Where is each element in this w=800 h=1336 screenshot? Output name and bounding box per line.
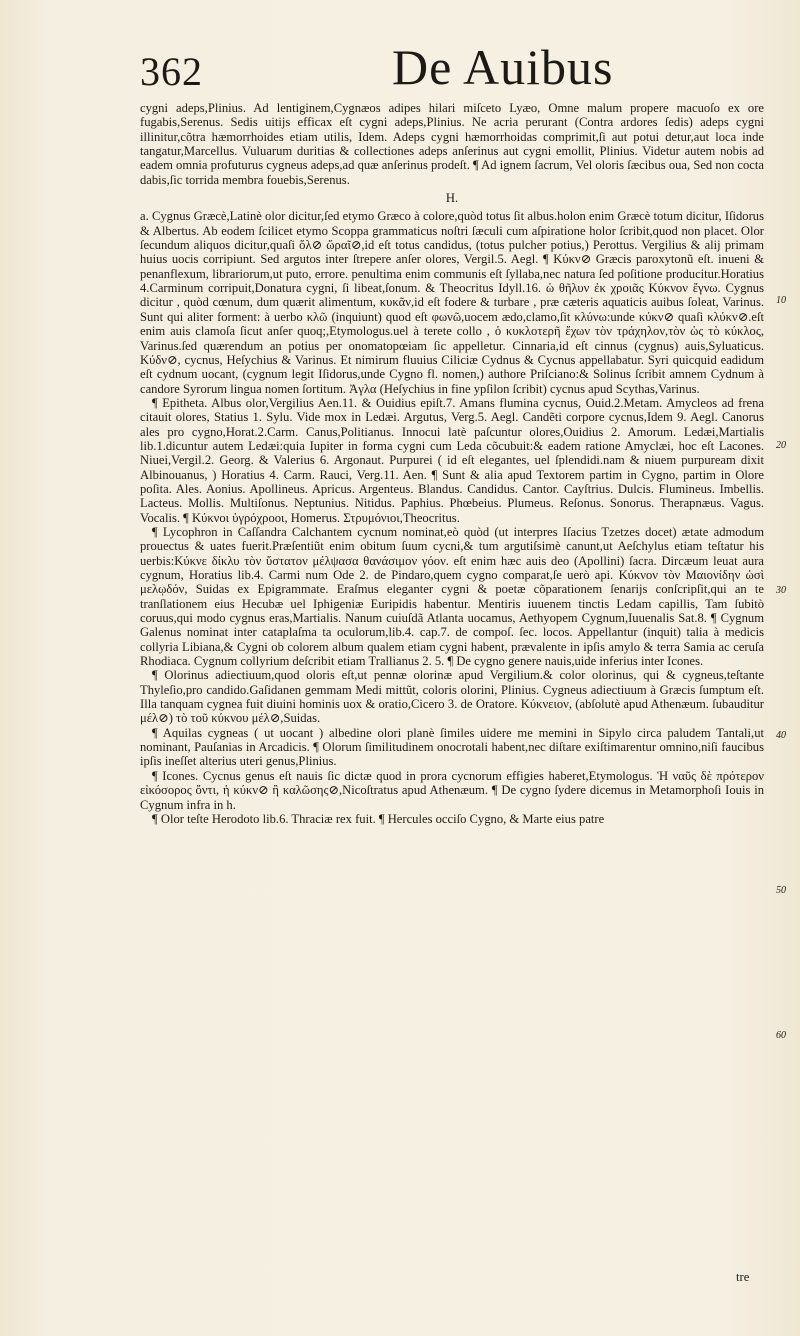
paragraph: ¶ Aquilas cygneas ( ut uocant ) albedine olori planè ſimiles uidere me memini in Sipylo circa paludem Tantali,ut nominant, Pauſanias in Arcadicis. ¶ Olorum ſimilitudinem onocrotali habent,nec diſtare exiſtimarentur omnino,niſi faucibus ipſis ineſſet alterius uteri genus,Plinius. xyxy=(140,725,764,769)
main-text xyxy=(140,101,764,826)
section-letter: H. xyxy=(445,191,459,206)
paragraph: ¶ Olor teſte Herodoto lib.6. Thraciæ rex fuit. ¶ Hercules occiſo Cygno, & Marte eius patre xyxy=(152,811,605,826)
running-head: De Auibus xyxy=(392,39,614,95)
paragraph: ¶ Lycophron in Caſſandra Calchantem cycnum nominat,eò quòd (ut interpres Iſacius Tzetzes docet) ætate admodum prouectus & uates fuerit.Præſentiũt enim obitum ſuum cycni,& tum argutiſsimè canunt,ut Aeſchylus etiam teſtatur his uerbis:Κύκνε δίκλυ τὸν ὕστατον μέλψασα θανάσιμον γόον. eſt enim hæc auis deo (Apollini) ſacra. Dircæum leuat aura cygnum, Horatius lib.4. Carmi num Ode 2. de Pindaro,quem cygno comparat,ſe uerò api. Κύκνον τὸν Μαιονίδην ὡσὶ μελῳδόν, Suidas ex Epigrammate. Eraſmus eleganter cygni & poetæ cõparationem ſenarijs conſcripſit,qui an te tranſlationem eius Hecubæ uel Iphigeniæ Euripidis habentur. Mentiris iuuenem tinctis Ledam capillis, Tam ſubitò coruus,qui modo cygnus eras,Martialis. Nanum cuiuſdã Atlanta uocamus, Aethyopem Cygnum,Iuuenalis Sat.8. ¶ Cygnum Galenus nominat inter cataplaſma ta oculorum,lib.4. cap.7. de compoſ. ſec. locos. Appellantur (inquit) talia à medicis collyria Libiana,& Cygni ob colorem album qualem etiam cygni habent, prævalente in ipſis amylo & terra Samia ac ceruſa Rhodiaca. Cygnum collyrium deſcribit etiam Trallianus 2. 5. ¶ De cygno genere nauis,uide inferius inter Icones. xyxy=(140,524,764,669)
paragraph: a. Cygnus Græcè,Latinè olor dicitur,ſed etymo Græco à colore,quòd totus ſit albus.holon enim Græcè totum dicitur, Iſidorus & Albertus. Ab eodem ſcilicet etymo Scoppa grammaticus noſtri ſæculi cum aſpiratione holor ſcribit,quod non placet. Olor ſecundum aliquos dicitur,quaſi ὅλ⊘ ὥραῖ⊘,id eſt totus candidus, (totus pulcher potius,) Perottus. Vergilius & alij primam huius uocis corripiunt. Sed argutos inter ſtrepere anſer olores, Vergil.5. Aegl. ¶ Κύκν⊘ Græcis paroxytonũ eſt. inueni & penanflexum, librariorum,ut puto, errore. penultima enim communis eſt ſyllaba,nec natura ſed poſitione producitur.Horatius 4.Carminum corripuit,Donatura cygni, ſi libeat,ſonum. & Theocritus Idyll.16. ὡ θῆλυν ἐκ χροιᾶς Κύκνον ἔγνω. Cygnus dicitur , quòd cœnum, dum quærit alimentum, κυκᾶν,id eſt fodere & turbare , præ cæteris aquaticis auibus ſoleat, Varinus. Sunt qui aliter forment: à uerbo κλῶ (inquiunt) quod eſt φωνῶ,uocem ædo,clamo,ſit κλύνω:unde κύκν⊘ quaſi κλύκν⊘.eſt enim auis clamoſa ſicut anſer quoq;,Etymologus.uel à terete collo , ὁ κυκλοτερῆ ἔχων τὸν τράχηλον,τὸν ὡς τὸ κύκλος, Varinus.ſed quærendum an potius per onomatopœiam ſic appelletur. Cinnaria,id eſt cinnus (cygnus) auis,Syluaticus. Κύδν⊘, cycnus, Heſychius & Varinus. Et nimirum fluuius Ciliciæ Cydnus & Cycnus appellabatur. Syri quicquid eadidum eſt cydnum uocant, (cygnum legit Iſidorus,unde Cygno fl. nomen,) authore Priſciano:& Solinus ſcribit amnem Cydnum à candore Syrorum lingua nomen ſortitum. Ἀγλα (Heſychius in fine ypſilon ſcribit) cycnus apud Scythas,Varinus. xyxy=(140,209,764,396)
paragraph: cygni adeps,Plinius. Ad lentiginem,Cygnæos adipes hilari miſceto Lyæo, Omne malum propere macuoſo ex ore fugabis,Serenus. Sedis uitijs efficax eſt cygni adeps,Plinius. Ne acria perurant (Contra ardores ſedis) adeps cygni illinitur,cõtra hæmorrhoides etiam utilis, Idem. Adeps cygni hæmorrhoidas comprimit,ſi aut potui detur,aut loca inde tangatur,Marcellus. Vuluarum duritias & collectiones adeps anſerinus aut cygni emollit, Plinius. Videtur autem nobis ad eadem omnia profuturus cygneus adeps,ad quæ anſerinus prodeſt. ¶ Ad ignem ſacrum, Vel oloris ſæcibus oua, Sed non cocta dabis,ſic torrida membra fouebis,Serenus. xyxy=(140,101,764,187)
page-number: 362 xyxy=(140,49,203,94)
line-number: 30 xyxy=(776,585,786,596)
paragraph: ¶ Epitheta. Albus olor,Vergilius Aen.11. & Ouidius epiſt.7. Amans flumina cycnus, Ouid.2.Metam. Amycleos ad frena citauit olores, Statius 1. Sylu. Vide mox in Ledæi. Argutus, Verg.5. Aegl. Candẽti corpore cycnus,Idem 9. Aegl. Canorus ales pro cygno,Horat.2.Carm. Canus,Politianus. Innocui latè paſcuntur olores,Ouidius 2. Amorum. Ledæi,Martialis lib.1.dicuntur autem Ledæi:quia Iupiter in forma cygni cum Leda cõcubuit:& eadem ratione Amyclæi, hoc eſt Lacones. Niuei,Vergil.2. Georg. & Valerius 6. Argonaut. Purpurei ( id eſt elegantes, uel ſplendidi.nam & niuem purpuream dixit Albinouanus, ) Horatius 4. Carm. Rauci, Verg.11. Aen. ¶ Sunt & alia apud Textorem partim in Cygno, partim in Olore poſita. Ales. Aonius. Apollineus. Apricus. Argenteus. Blandus. Candidus. Cantor. Cayſtrius. Dulcis. Flumineus. Imbellis. Lacteus. Mollis. Multiſonus. Neptunius. Nitidus. Paphius. Phœbeius. Plumeus. Reſonus. Sonorus. Therapnæus. Vagus. Vocalis. ¶ Κύκνοι ὑγρόχροοι, Homerus. Στρυμόνιοι,Theocritus. xyxy=(140,395,764,525)
line-number: 60 xyxy=(776,1030,786,1041)
line-number: 40 xyxy=(776,730,786,741)
paragraph: ¶ Icones. Cycnus genus eſt nauis ſic dictæ quod in prora cycnorum effigies haberet,Etymologus. Ἡ ναῦς δὲ πρότερον εἰκόσορος ὄντι, ἡ κύκν⊘ ἢ καλῶσης⊘,Nicoſtratus apud Athenæum. ¶ De cygno ſydere dicemus in Metamorphoſi Iouis in Cygnum infra in h. xyxy=(140,768,764,812)
catchword: tre xyxy=(736,1270,750,1284)
paragraph: ¶ Olorinus adiectiuum,quod oloris eſt,ut pennæ olorinæ apud Vergilium.& color olorinus, qui & cygneus,teſtante Thyleſio,pro candido.Gaſidanen gemmam Medi mittũt, coloris olorini, Plinius. Cygneus adiectiuum à Græcis ſumptum eſt. Illa tanquam cygnea fuit diuini hominis uox & oratio,Cicero 3. de Oratore. Κύκνειον, (abſolutè apud Athenæum. ſubauditur μέλ⊘) τὸ τοῦ κύκνου μέλ⊘,Suidas. xyxy=(140,668,764,726)
line-number: 20 xyxy=(776,440,786,451)
line-number: 10 xyxy=(776,295,786,306)
line-number: 50 xyxy=(776,885,786,896)
page-header xyxy=(140,38,760,98)
